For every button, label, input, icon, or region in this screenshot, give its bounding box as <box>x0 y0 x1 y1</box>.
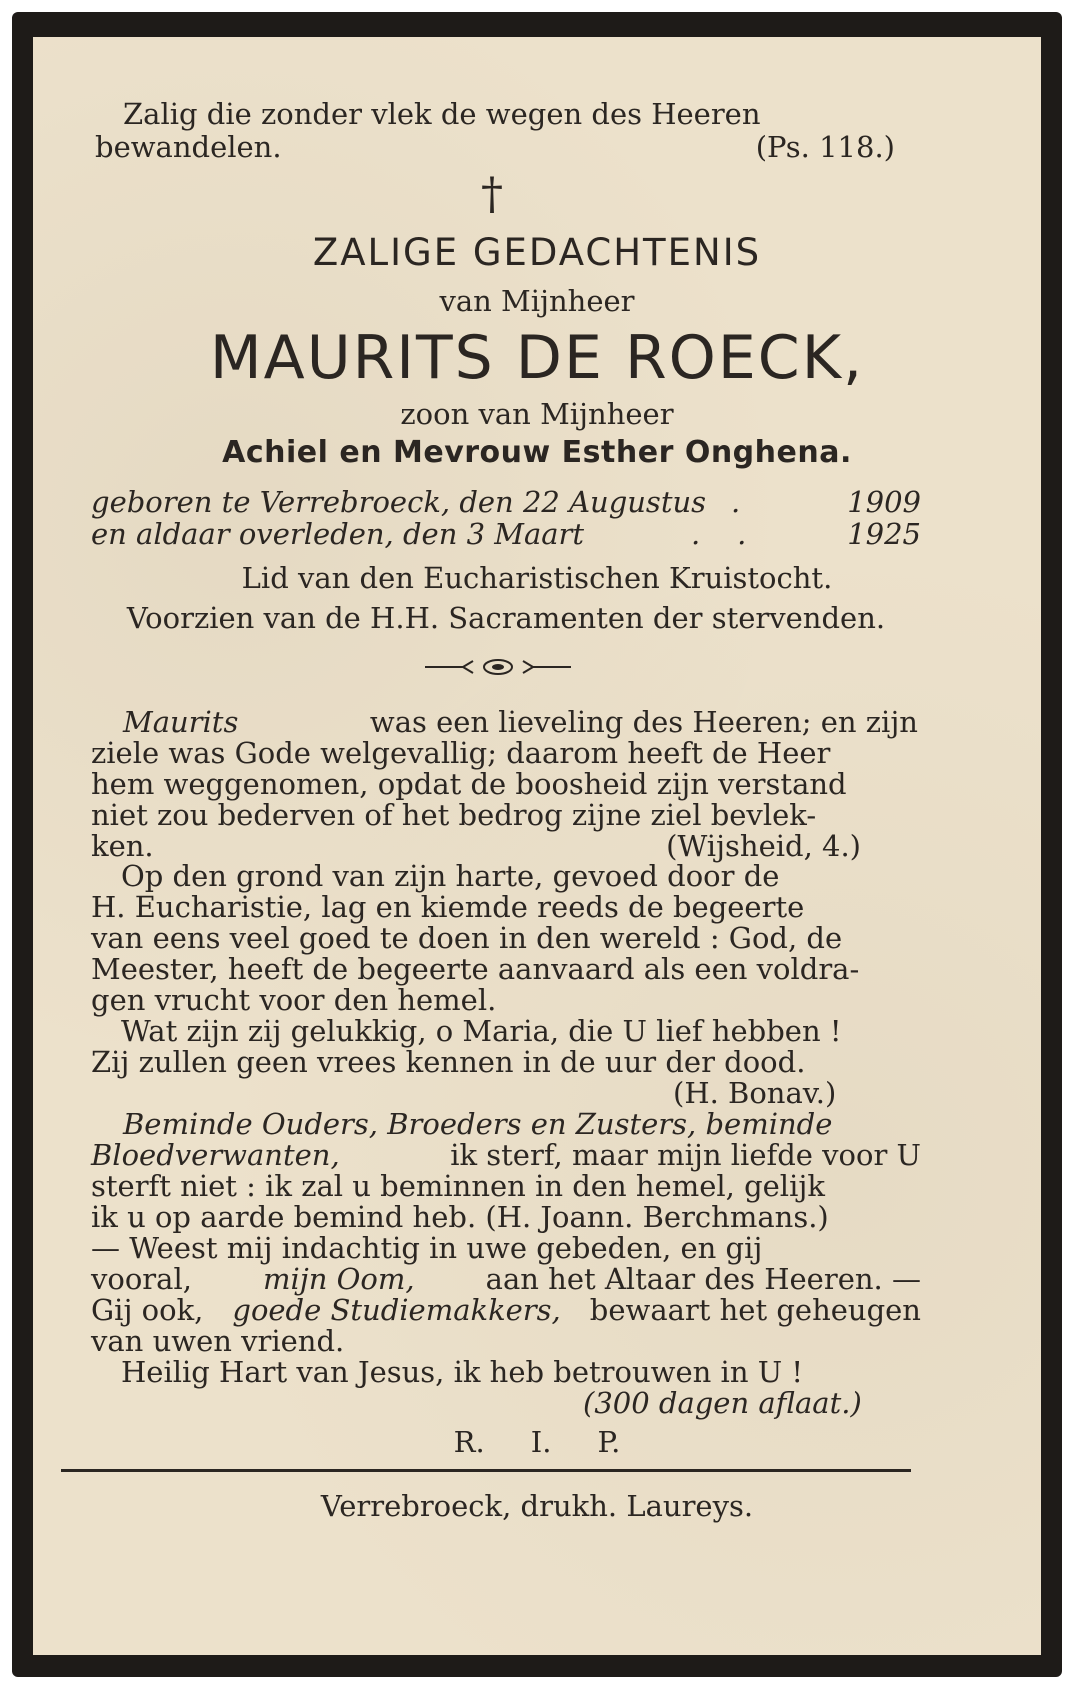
p4-mijn-oom: mijn Oom, <box>263 1262 415 1296</box>
rip: R. I. P. <box>453 1425 621 1459</box>
p1-line-1 <box>123 705 918 739</box>
death-line <box>91 517 921 551</box>
p3-reference: (H. Bonav.) <box>673 1076 837 1110</box>
p1-text-5: ken. <box>91 829 154 863</box>
voorzien-line: Voorzien van de H.H. Sacramenten der stervenden. <box>126 601 886 635</box>
ornament-divider-icon <box>423 655 573 679</box>
p2-line-2: H. Eucharistie, lag en kiemde reeds de begeerte <box>91 890 805 924</box>
p4-text-2: ik sterf, maar mijn liefde voor U <box>450 1138 921 1172</box>
p4-altaar: aan het Altaar des Heeren. — <box>485 1262 921 1296</box>
p3-line-2: Zij zullen geen vrees kennen in de uur der dood. <box>91 1045 806 1079</box>
p4-line-7 <box>91 1293 921 1327</box>
p4-line-1: Beminde Ouders, Broeders en Zusters, beminde <box>123 1107 833 1141</box>
p2-line-3: van eens veel goed te doen in den wereld : God, de <box>91 921 843 955</box>
epigraph-line-2 <box>95 130 895 164</box>
cross-icon: † <box>481 169 503 220</box>
p4-line-6 <box>91 1262 921 1296</box>
p4-line-4: ik u op aarde bemind heb. (H. Joann. Berchmans.) <box>91 1200 829 1234</box>
p4-bloedverwanten: Bloedverwanten, <box>91 1138 340 1172</box>
p4-studiemakkers: goede Studiemakkers, <box>232 1293 561 1327</box>
closing-prayer: Heilig Hart van Jesus, ik heb betrouwen in U ! <box>121 1355 804 1389</box>
printer-line: Verrebroeck, drukh. Laureys. <box>320 1489 754 1523</box>
p1-text-1: was een lieveling des Heeren; en zijn <box>369 705 918 739</box>
p1-reference: (Wijsheid, 4.) <box>666 829 861 863</box>
death-year: 1925 <box>847 517 921 551</box>
bottom-rule <box>61 1469 911 1472</box>
p3-line-1: Wat zijn zij gelukkig, o Maria, die U lief hebben ! <box>121 1014 842 1048</box>
death-dots: . . <box>691 517 747 551</box>
birth-year: 1909 <box>847 485 921 519</box>
van-mijnheer: van Mijnheer <box>439 284 635 318</box>
birth-dots: . <box>731 485 741 519</box>
p1-line-3: hem weggenomen, opdat de boosheid zijn verstand <box>91 767 847 801</box>
indulgence-note: (300 dagen aflaat.) <box>583 1386 862 1420</box>
death-text: en aldaar overleden, den 3 Maart <box>91 517 585 551</box>
birth-line <box>91 485 921 519</box>
p4-line-3: sterft niet : ik zal u beminnen in den hemel, gelijk <box>91 1169 825 1203</box>
p4-bewaart: bewaart het geheugen <box>589 1293 921 1327</box>
epigraph-line-1 <box>123 97 918 131</box>
epigraph-reference: (Ps. 118.) <box>755 130 895 164</box>
p1-line-4: niet zou bederven of het bedrog zijne ziel bevlek- <box>91 798 817 832</box>
p1-line-2: ziele was Gode welgevallig; daarom heeft de Heer <box>91 736 831 770</box>
epigraph-text-2: bewandelen. <box>95 130 282 164</box>
p1-line-5 <box>91 829 861 863</box>
zoon-van: zoon van Mijnheer <box>400 397 674 431</box>
parents-names: Achiel en Mevrouw Esther Onghena. <box>222 435 852 470</box>
epigraph-text-1: Zalig die zonder vlek de wegen des Heeren <box>123 97 761 131</box>
lid-line: Lid van den Eucharistischen Kruistocht. <box>241 561 833 595</box>
p2-line-4: Meester, heeft de begeerte aanvaard als een voldra- <box>91 952 860 986</box>
p4-line-5: — Weest mij indachtig in uwe gebeden, en gij <box>91 1231 763 1265</box>
p1-maurits: Maurits <box>123 705 239 739</box>
p4-vooral: vooral, <box>91 1262 192 1296</box>
card-title: ZALIGE GEDACHTENIS <box>312 231 762 274</box>
p2-line-1: Op den grond van zijn harte, gevoed door de <box>121 859 780 893</box>
deceased-name: MAURITS DE ROECK, <box>209 323 865 393</box>
p2-line-5: gen vrucht voor den hemel. <box>91 983 497 1017</box>
p4-gij-ook: Gij ook, <box>91 1293 204 1327</box>
birth-text: geboren te Verrebroeck, den 22 Augustus <box>91 485 707 519</box>
memorial-card <box>33 37 1041 1655</box>
p4-line-2 <box>91 1138 921 1172</box>
p4-line-8: van uwen vriend. <box>91 1324 345 1358</box>
